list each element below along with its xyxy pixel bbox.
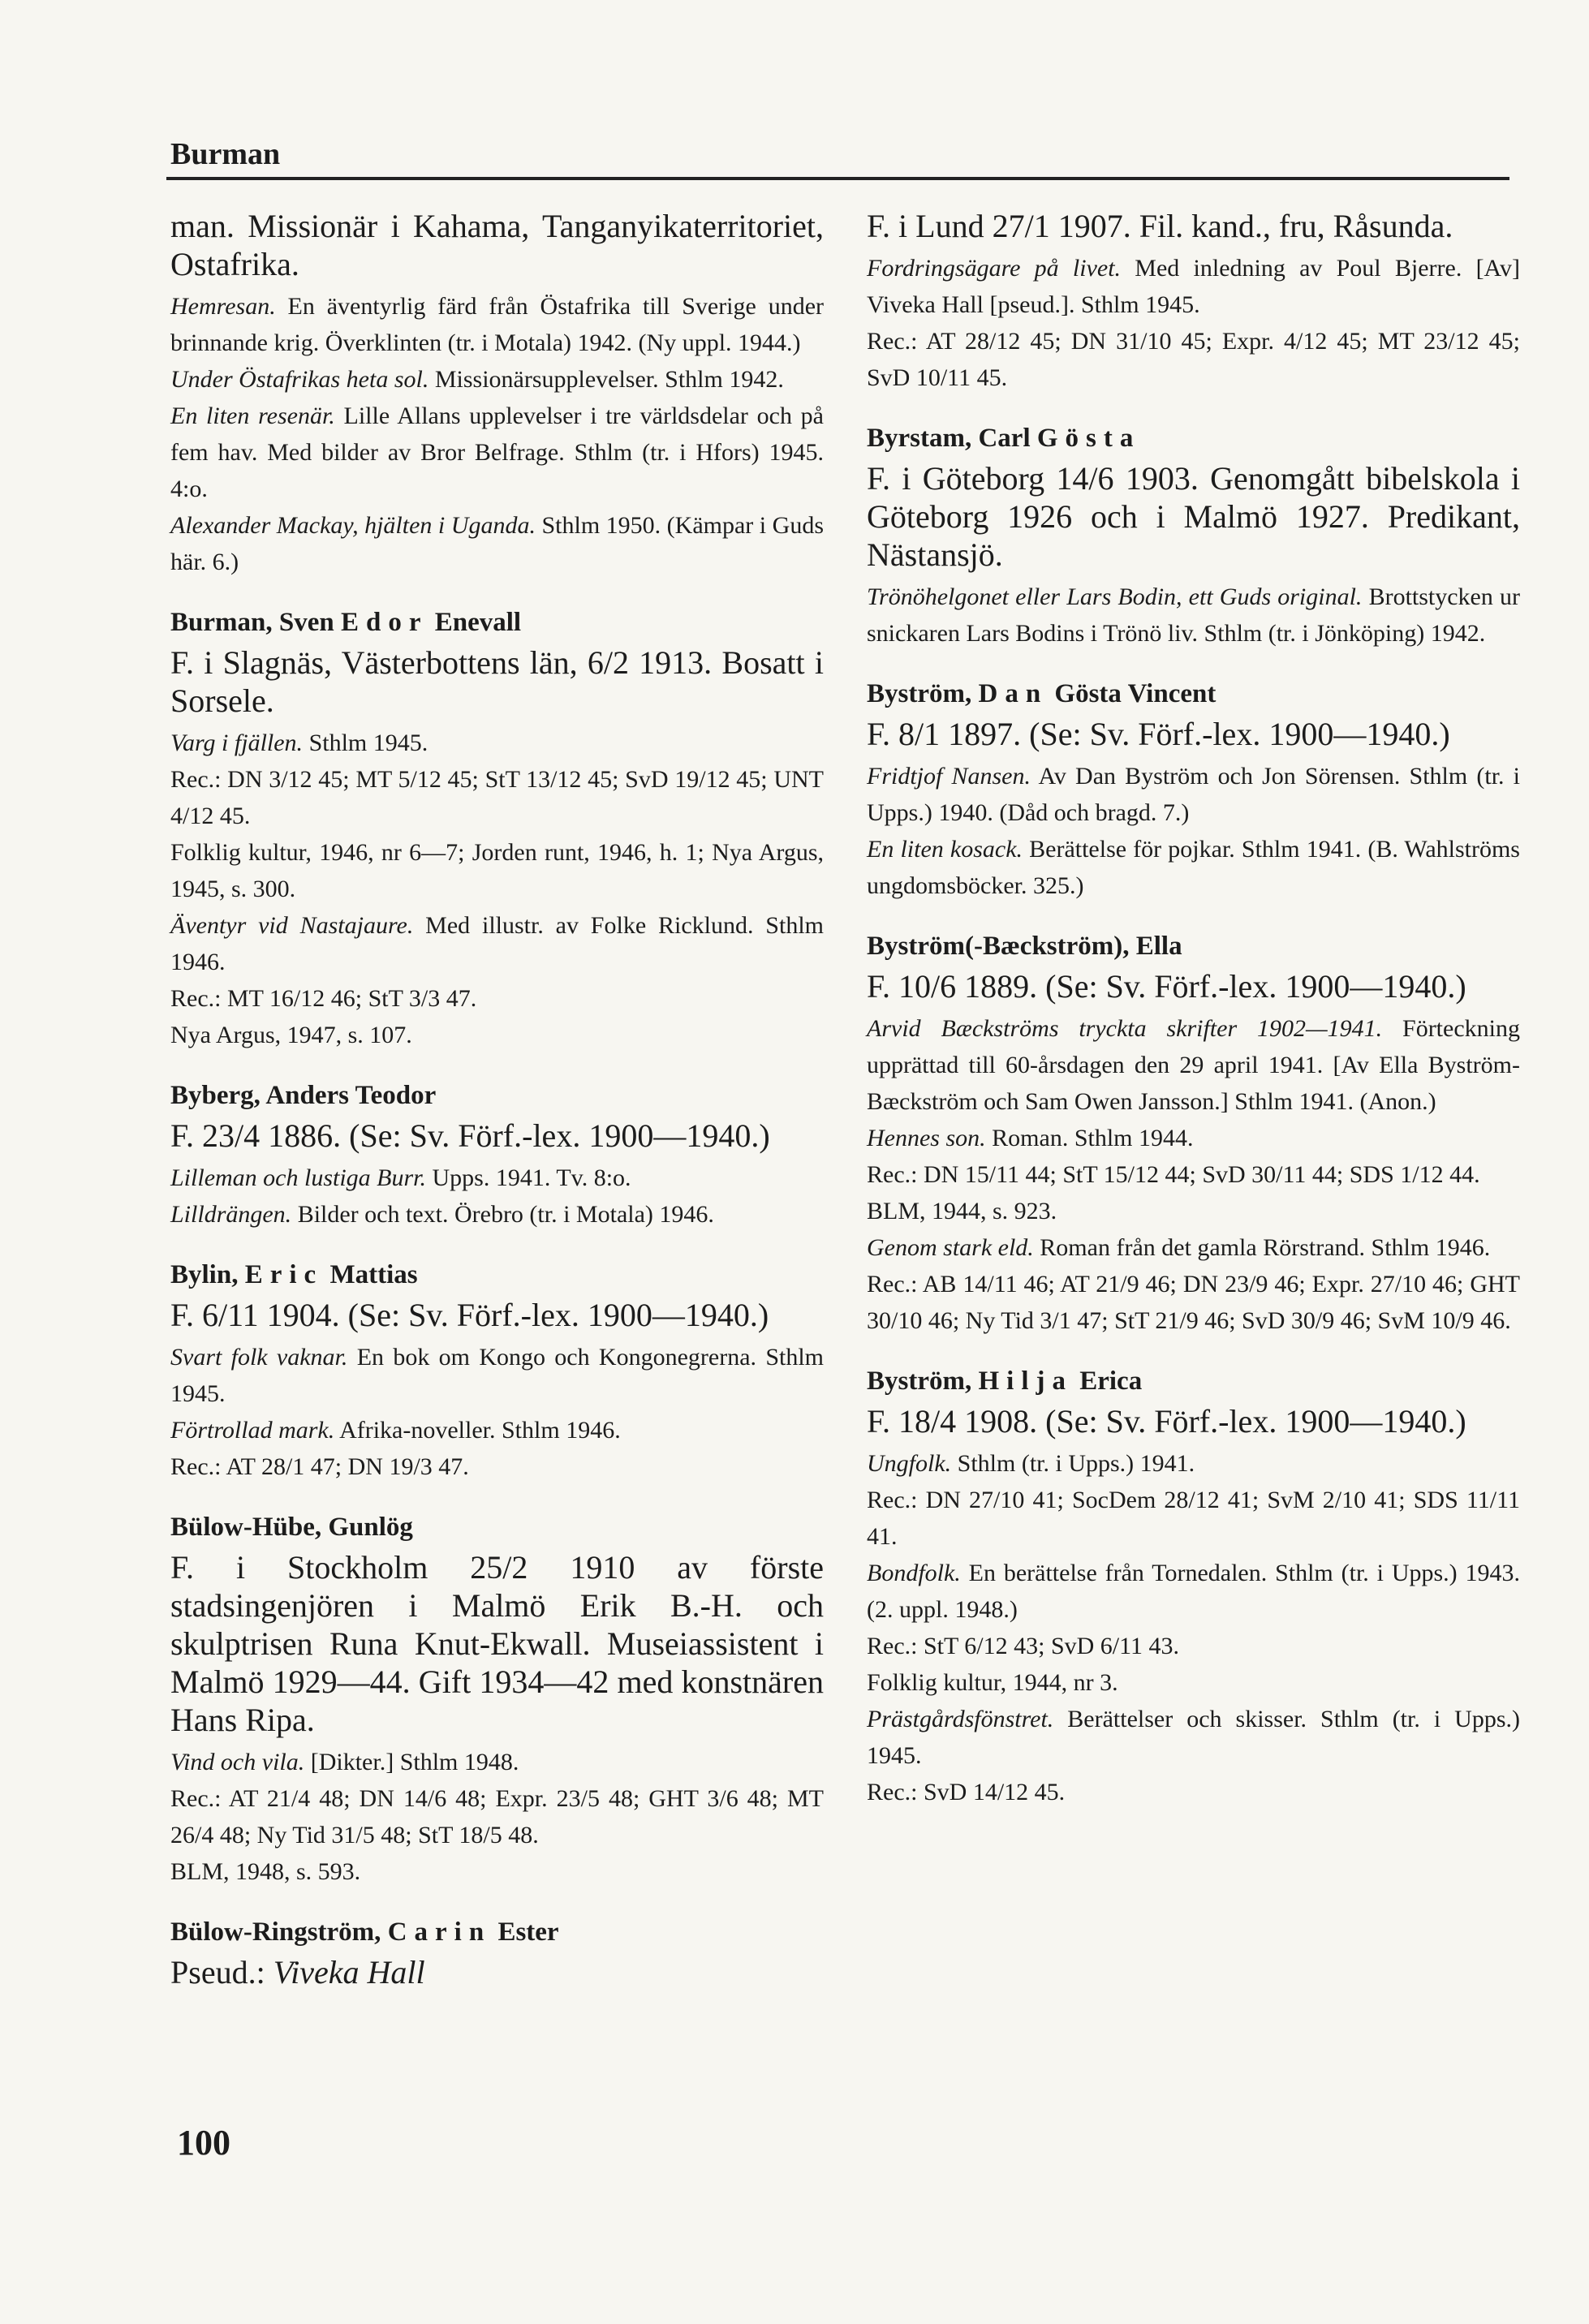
author-name-part: Bylin, — [170, 1260, 245, 1289]
work-line — [867, 1445, 1520, 1482]
work-line — [867, 250, 1520, 323]
work-line — [867, 1229, 1520, 1266]
work-line — [170, 980, 824, 1017]
work-text: Folklig kultur, 1946, nr 6—7; Jorden runt, 1946, h. 1; Nya Argus, 1945, s. 300. — [170, 839, 824, 902]
work-line — [170, 1339, 824, 1412]
work-line — [867, 758, 1520, 831]
work-text: Folklig kultur, 1944, nr 3. — [867, 1669, 1118, 1696]
work-line — [867, 831, 1520, 904]
work-line — [867, 579, 1520, 652]
work-line — [170, 907, 824, 980]
work-line — [170, 507, 824, 580]
work-title: Svart folk vaknar. — [170, 1344, 348, 1371]
work-text: Sthlm 1950. (Kämpar i Guds här. 6.) — [170, 512, 824, 575]
work-title: Hemresan. — [170, 293, 276, 320]
work-line — [170, 398, 824, 507]
author-name — [170, 1914, 824, 1950]
author-name-rest: Ester — [491, 1917, 559, 1947]
author-bio: F. i Slagnäs, Västerbottens län, 6/2 1913. Bosatt i Sorsele. — [170, 644, 824, 719]
entry — [170, 207, 824, 580]
work-title: Äventyr vid Nastajaure. — [170, 912, 414, 939]
work-text: Nya Argus, 1947, s. 107. — [170, 1022, 412, 1048]
author-name-part: Byström, — [867, 1366, 979, 1396]
work-text: Roman. Sthlm 1944. — [985, 1125, 1194, 1151]
author-bio: F. 10/6 1889. (Se: Sv. Förf.-lex. 1900—1940.) — [867, 968, 1466, 1005]
work-text: Berättelser och skisser. Sthlm (tr. i Upps.) 1945. — [867, 1706, 1520, 1769]
work-text: En berättelse från Tornedalen. Sthlm (tr. i Upps.) 1943. (2. uppl. 1948.) — [867, 1560, 1520, 1623]
author-name-part: Byström, — [867, 679, 979, 708]
work-line — [170, 1780, 824, 1853]
work-text: Lille Allans upplevelser i tre världsdelar och på fem hav. Med bilder av Bror Belfrage. Sthlm (tr. i Hfors) 1945. 4:o. — [170, 402, 824, 502]
author-bio: F. i Stockholm 25/2 1910 av förste stadsingenjören i Malmö Erik B.-H. och skulptrisen Runa Knut-Ekwall. Museiassistent i Malmö 1929—44. Gift 1934—42 med konstnären Hans Ripa. — [170, 1549, 824, 1738]
work-title: Alexander Mackay, hjälten i Uganda. — [170, 512, 536, 539]
author-bio: F. 18/4 1908. (Se: Sv. Förf.-lex. 1900—1940.) — [867, 1403, 1466, 1440]
work-line — [170, 288, 824, 361]
work-text: Rec.: DN 27/10 41; SocDem 28/12 41; SvM 2/10 41; SDS 11/11 41. — [867, 1487, 1520, 1550]
work-text: BLM, 1944, s. 923. — [867, 1198, 1057, 1224]
work-text: Av Dan Byström och Jon Sörensen. Sthlm (tr. i Upps.) 1940. (Dåd och bragd. 7.) — [867, 763, 1520, 826]
entry — [867, 207, 1520, 396]
author-bio: F. i Göteborg 14/6 1903. Genomgått bibelskola i Göteborg 1926 och i Malmö 1927. Predikant, Nästansjö. — [867, 460, 1520, 573]
work-title: Prästgårdsfönstret. — [867, 1706, 1054, 1732]
left-column — [170, 207, 824, 2016]
work-title: Hennes son. — [867, 1125, 986, 1151]
work-title: Fridtjof Nansen. — [867, 763, 1031, 790]
work-line — [867, 1010, 1520, 1120]
work-line — [170, 361, 824, 398]
work-text: Rec.: AT 28/12 45; DN 31/10 45; Expr. 4/12 45; MT 23/12 45; SvD 10/11 45. — [867, 328, 1520, 391]
author-name-part: Byström(-Bæckström), Ella — [867, 932, 1182, 961]
work-text: En bok om Kongo och Kongonegrerna. Sthlm 1945. — [170, 1344, 825, 1407]
author-name — [867, 1363, 1520, 1399]
work-line — [170, 1853, 824, 1890]
work-title: En liten kosack. — [867, 836, 1023, 863]
author-name-part: Bülow-Ringström, — [170, 1917, 388, 1947]
author-name-spaced: Hilja — [978, 1366, 1073, 1396]
entry — [170, 1914, 824, 1991]
work-line — [867, 1193, 1520, 1229]
work-text: Bilder och text. Örebro (tr. i Motala) 1946. — [291, 1201, 714, 1228]
work-line — [867, 1120, 1520, 1156]
work-line — [170, 725, 824, 761]
entry — [867, 420, 1520, 652]
work-text: Afrika-noveller. Sthlm 1946. — [334, 1417, 621, 1444]
author-name-rest: Enevall — [428, 608, 522, 637]
author-name — [867, 420, 1520, 456]
entry — [170, 1257, 824, 1485]
work-line — [170, 1744, 824, 1780]
work-line — [867, 1701, 1520, 1774]
work-text: Upps. 1941. Tv. 8:o. — [426, 1164, 631, 1191]
work-line — [170, 1448, 824, 1485]
author-name-part: Bülow-Hübe, Gunlög — [170, 1513, 413, 1542]
work-line — [170, 761, 824, 834]
entry — [867, 1363, 1520, 1810]
work-line — [867, 1156, 1520, 1193]
author-bio: F. 6/11 1904. (Se: Sv. Förf.-lex. 1900—1940.) — [170, 1297, 769, 1333]
pseudonym-label: Pseud.: — [170, 1954, 273, 1990]
author-name-rest: Gösta Vincent — [1048, 679, 1217, 708]
work-text: Med inledning av Poul Bjerre. [Av] Viveka Hall [pseud.]. Sthlm 1945. — [867, 255, 1520, 318]
work-text: Rec.: MT 16/12 46; StT 3/3 47. — [170, 985, 477, 1012]
entry — [170, 1509, 824, 1890]
work-title: Förtrollad mark. — [170, 1417, 335, 1444]
work-text: Rec.: DN 3/12 45; MT 5/12 45; StT 13/12 45; SvD 19/12 45; UNT 4/12 45. — [170, 766, 824, 829]
work-text: Brottstycken ur snickaren Lars Bodins i Trönö liv. Sthlm (tr. i Jönköping) 1942. — [867, 583, 1520, 647]
author-name-spaced: Carin — [387, 1917, 492, 1947]
work-text: Rec.: AT 21/4 48; DN 14/6 48; Expr. 23/5 48; GHT 3/6 48; MT 26/4 48; Ny Tid 31/5 48; StT 18/5 48. — [170, 1785, 824, 1848]
work-title: Arvid Bæckströms tryckta skrifter 1902—1941. — [867, 1015, 1383, 1042]
work-title: Ungfolk. — [867, 1450, 952, 1477]
work-title: Lilldrängen. — [170, 1201, 292, 1228]
work-text: BLM, 1948, s. 593. — [170, 1858, 361, 1885]
running-head: Burman — [170, 137, 281, 171]
author-name-spaced: Edor — [340, 608, 428, 637]
author-name-part: Byberg, Anders Teodor — [170, 1081, 437, 1110]
work-text: Rec.: StT 6/12 43; SvD 6/11 43. — [867, 1633, 1180, 1659]
work-line — [867, 1555, 1520, 1628]
author-name — [170, 1509, 824, 1545]
author-name-spaced: Eric — [244, 1260, 324, 1289]
work-line — [170, 1017, 824, 1053]
work-text: Rec.: DN 15/11 44; StT 15/12 44; SvD 30/11 44; SDS 1/12 44. — [867, 1161, 1480, 1188]
author-name — [867, 676, 1520, 712]
entry — [867, 676, 1520, 904]
work-title: En liten resenär. — [170, 402, 335, 429]
work-title: Lilleman och lustiga Burr. — [170, 1164, 427, 1191]
work-title: Vind och vila. — [170, 1749, 305, 1775]
author-name-spaced: Gösta — [1036, 424, 1141, 453]
entry — [170, 1078, 824, 1233]
work-text: Roman från det gamla Rörstrand. Sthlm 1946. — [1033, 1234, 1491, 1261]
work-line — [170, 1160, 824, 1196]
work-text: Med illustr. av Folke Ricklund. Sthlm 1946. — [170, 912, 824, 975]
work-title: Trönöhelgonet eller Lars Bodin, ett Guds original. — [867, 583, 1363, 610]
work-line — [170, 1412, 824, 1448]
right-column — [867, 207, 1520, 1835]
author-name-part: Byrstam, Carl — [867, 424, 1037, 453]
work-title: Varg i fjällen. — [170, 729, 304, 756]
work-text: Förteckning upprättad till 60-årsdagen den 29 april 1941. [Av Ella Byström-Bæckström och Sam Owen Jansson.] Sthlm 1941. (Anon.) — [867, 1015, 1520, 1115]
entry — [170, 605, 824, 1053]
author-name — [867, 928, 1520, 964]
author-bio: F. i Lund 27/1 1907. Fil. kand., fru, Råsunda. — [867, 208, 1453, 244]
work-text: Sthlm (tr. i Upps.) 1941. — [951, 1450, 1195, 1477]
work-line — [170, 1196, 824, 1233]
work-line — [867, 1664, 1520, 1701]
author-bio: F. 8/1 1897. (Se: Sv. Förf.-lex. 1900—1940.) — [867, 716, 1450, 752]
work-title: Genom stark eld. — [867, 1234, 1034, 1261]
author-name — [170, 605, 824, 640]
work-title: Under Östafrikas heta sol. — [170, 366, 429, 393]
work-line — [867, 1482, 1520, 1555]
work-text: Berättelse för pojkar. Sthlm 1941. (B. Wahlströms ungdomsböcker. 325.) — [867, 836, 1520, 899]
work-text: [Dikter.] Sthlm 1948. — [304, 1749, 519, 1775]
page-number: 100 — [177, 2123, 230, 2163]
author-name — [170, 1078, 824, 1113]
pseudonym — [170, 1953, 824, 1991]
work-line — [170, 834, 824, 907]
entry — [867, 928, 1520, 1339]
header-rule — [166, 177, 1509, 180]
author-name-rest: Mattias — [323, 1260, 418, 1289]
work-text: Sthlm 1945. — [303, 729, 428, 756]
work-text: Rec.: AB 14/11 46; AT 21/9 46; DN 23/9 46; Expr. 27/10 46; GHT 30/10 46; Ny Tid 3/1 47; StT 21/9 46; SvD 30/9 46; SvM 10/9 46. — [867, 1271, 1520, 1334]
work-line — [867, 323, 1520, 396]
author-name — [170, 1257, 824, 1293]
author-bio: F. 23/4 1886. (Se: Sv. Förf.-lex. 1900—1940.) — [170, 1117, 770, 1154]
pseudonym-name: Viveka Hall — [273, 1954, 425, 1990]
work-text: En äventyrlig färd från Östafrika till Sverige under brinnande krig. Överklinten (tr. i Motala) 1942. (Ny uppl. 1944.) — [170, 293, 824, 356]
work-text: Rec.: AT 28/1 47; DN 19/3 47. — [170, 1453, 469, 1480]
work-line — [867, 1628, 1520, 1664]
work-text: Missionärsupplevelser. Sthlm 1942. — [428, 366, 784, 393]
work-title: Fordringsägare på livet. — [867, 255, 1122, 282]
author-name-spaced: Dan — [978, 679, 1049, 708]
author-name-part: Burman, Sven — [170, 608, 341, 637]
author-bio: man. Missionär i Kahama, Tanganyikaterritoriet, Ostafrika. — [170, 208, 824, 282]
author-name-rest: Erica — [1072, 1366, 1143, 1396]
work-line — [867, 1774, 1520, 1810]
work-text: Rec.: SvD 14/12 45. — [867, 1779, 1066, 1805]
work-title: Bondfolk. — [867, 1560, 961, 1586]
work-line — [867, 1266, 1520, 1339]
